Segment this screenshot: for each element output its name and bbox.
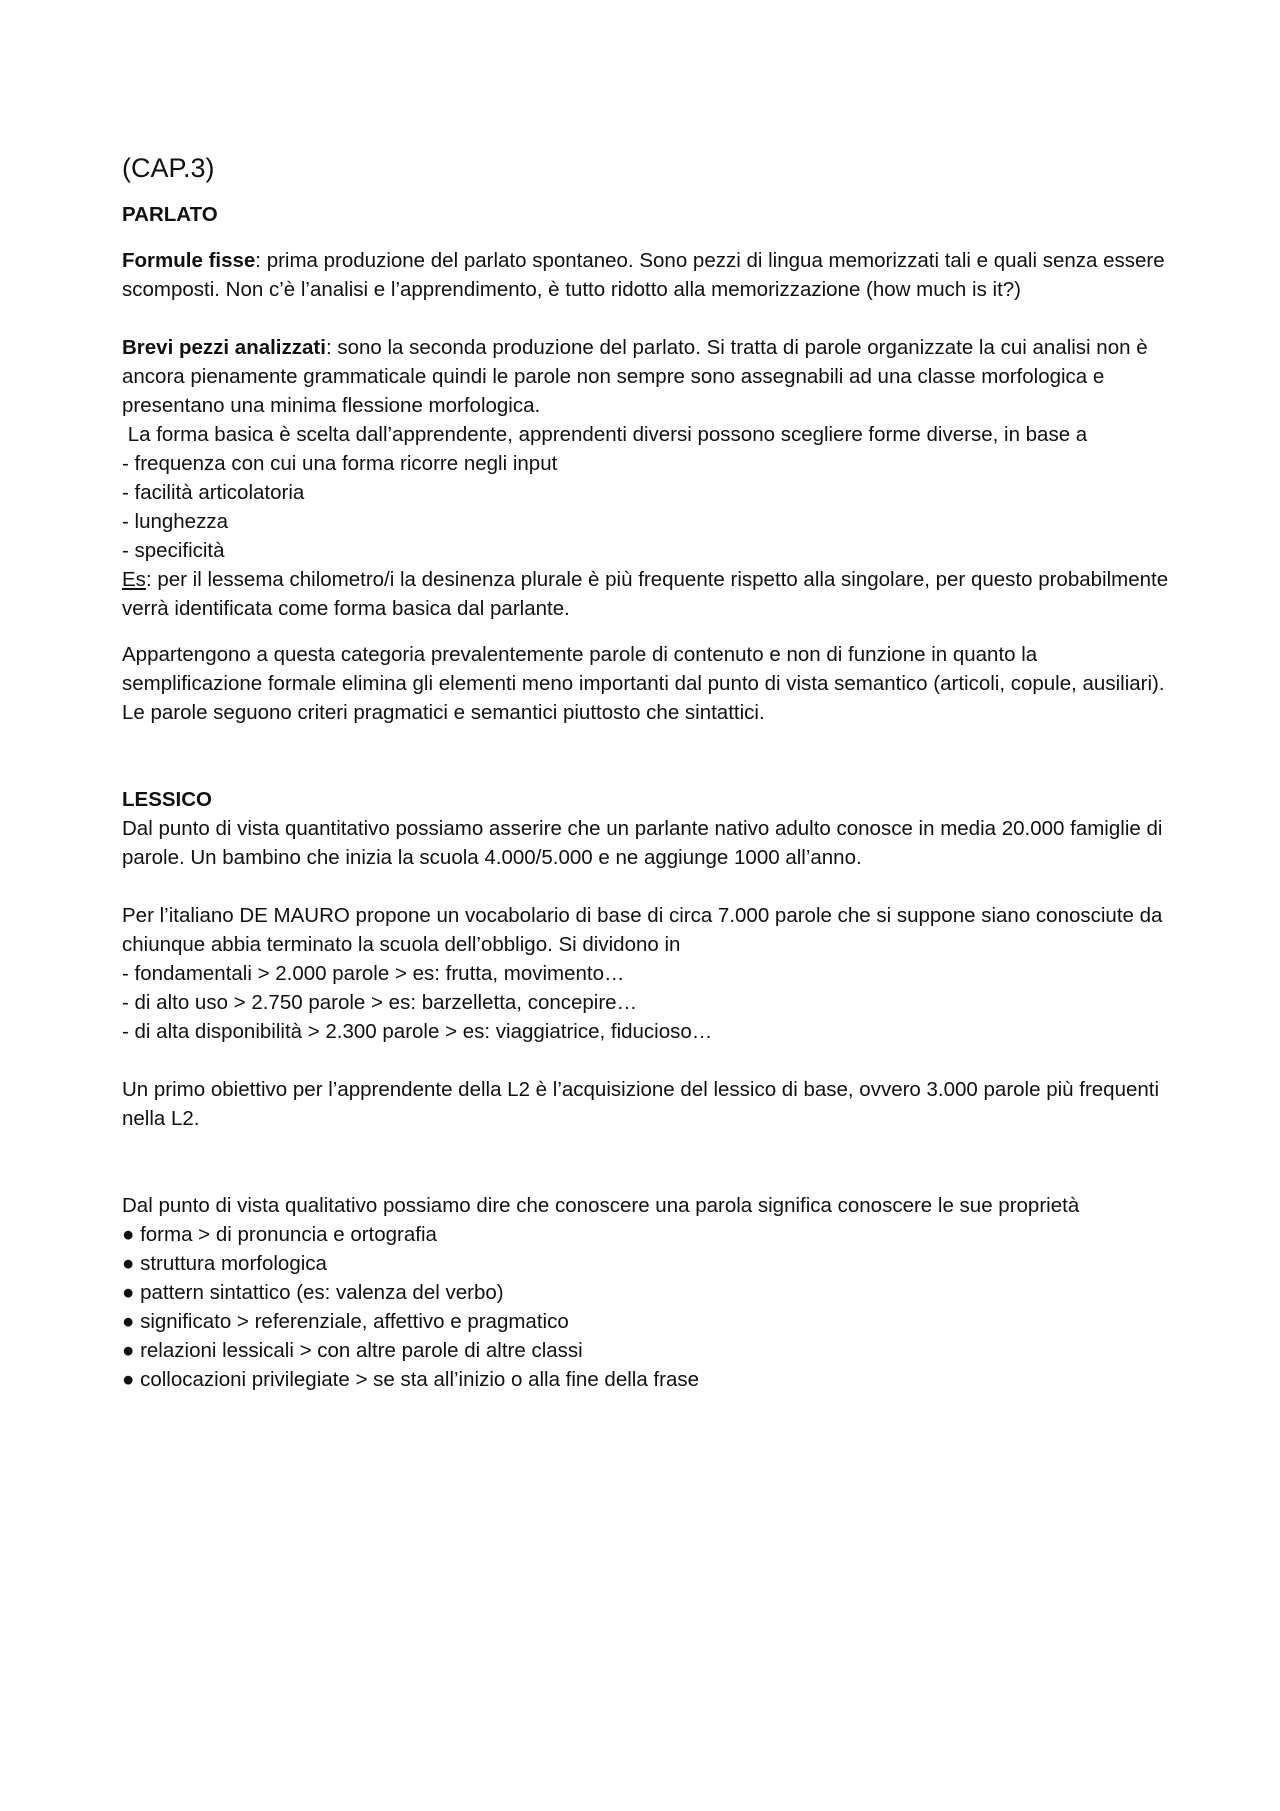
criteri-line: Le parole seguono criteri pragmatici e semantici piuttosto che sintattici. [122,701,765,724]
example-label: Es [122,568,146,591]
criteria-item: - lunghezza [122,510,228,533]
qualitativo-paragraph: Dal punto di vista qualitativo possiamo dire che conoscere una parola significa conoscere le sue proprietà [122,1194,1080,1217]
brevi-pezzi-term: Brevi pezzi analizzati [122,336,326,359]
property-item: ● struttura morfologica [122,1252,327,1275]
property-item: ● collocazioni privilegiate > se sta all’inizio o alla fine della frase [122,1368,700,1391]
property-item: ● relazioni lessicali > con altre parole di altre classi [122,1339,583,1362]
forma-basica-line: La forma basica è scelta dall’apprendente, apprendenti diversi possono scegliere forme diverse, in base a [122,423,1088,446]
quantitativo-paragraph: Dal punto di vista quantitativo possiamo asserire che un parlante nativo adulto conosce in media 20.000 famiglie di parole. Un bambino che inizia la scuola 4.000/5.000 e ne aggiunge 1000 all’anno. [122,817,1163,869]
brevi-pezzi-paragraph [122,333,1172,420]
chapter-title: (CAP.3) [122,153,215,183]
lessico-section [122,785,1172,1394]
formule-fisse-text: : prima produzione del parlato spontaneo. Sono pezzi di lingua memorizzati tali e quali senza essere scomposti. Non c’è l’analisi e l’apprendimento, è tutto ridotto alla memorizzazione (how much is it?) [122,249,1165,301]
property-item: ● pattern sintattico (es: valenza del verbo) [122,1281,504,1304]
formule-fisse-paragraph [122,246,1172,304]
vocabulary-category-item: - di alto uso > 2.750 parole > es: barzelletta, concepire… [122,991,638,1014]
property-item: ● significato > referenziale, affettivo e pragmatico [122,1310,569,1333]
criteria-item: - specificità [122,539,225,562]
de-mauro-paragraph: Per l’italiano DE MAURO propone un vocabolario di base di circa 7.000 parole che si suppone siano conosciute da chiunque abbia terminato la scuola dell’obbligo. Si dividono in [122,904,1163,956]
criteria-item: - frequenza con cui una forma ricorre negli input [122,452,558,475]
parlato-heading: PARLATO [122,203,218,226]
appartengono-paragraph: Appartengono a questa categoria prevalentemente parole di contenuto e non di funzione in quanto la semplificazione formale elimina gli elementi meno importanti dal punto di vista semantico (articoli, copule, ausiliari). [122,643,1165,695]
vocabulary-category-item: - fondamentali > 2.000 parole > es: frutta, movimento… [122,962,625,985]
criteria-item: - facilità articolatoria [122,481,305,504]
brevi-pezzi-text: : sono la seconda produzione del parlato. Si tratta di parole organizzate la cui analisi non è ancora pienamente grammaticale quindi le parole non sempre sono assegnabili ad una classe morfologica e presentano una minima flessione morfologica. [122,336,1148,417]
parlato-section [122,200,1172,727]
obiettivo-paragraph: Un primo obiettivo per l’apprendente della L2 è l’acquisizione del lessico di base, ovvero 3.000 parole più frequenti nella L2. [122,1078,1160,1130]
document-page [122,150,1172,1394]
formule-fisse-term: Formule fisse [122,249,256,272]
lessico-heading: LESSICO [122,788,212,811]
example-paragraph [122,565,1172,623]
vocabulary-category-item: - di alta disponibilità > 2.300 parole > es: viaggiatrice, fiducioso… [122,1020,713,1043]
property-item: ● forma > di pronuncia e ortografia [122,1223,437,1246]
example-text: : per il lessema chilometro/i la desinenza plurale è più frequente rispetto alla singolare, per questo probabilmente verrà identificata come forma basica dal parlante. [122,568,1169,620]
